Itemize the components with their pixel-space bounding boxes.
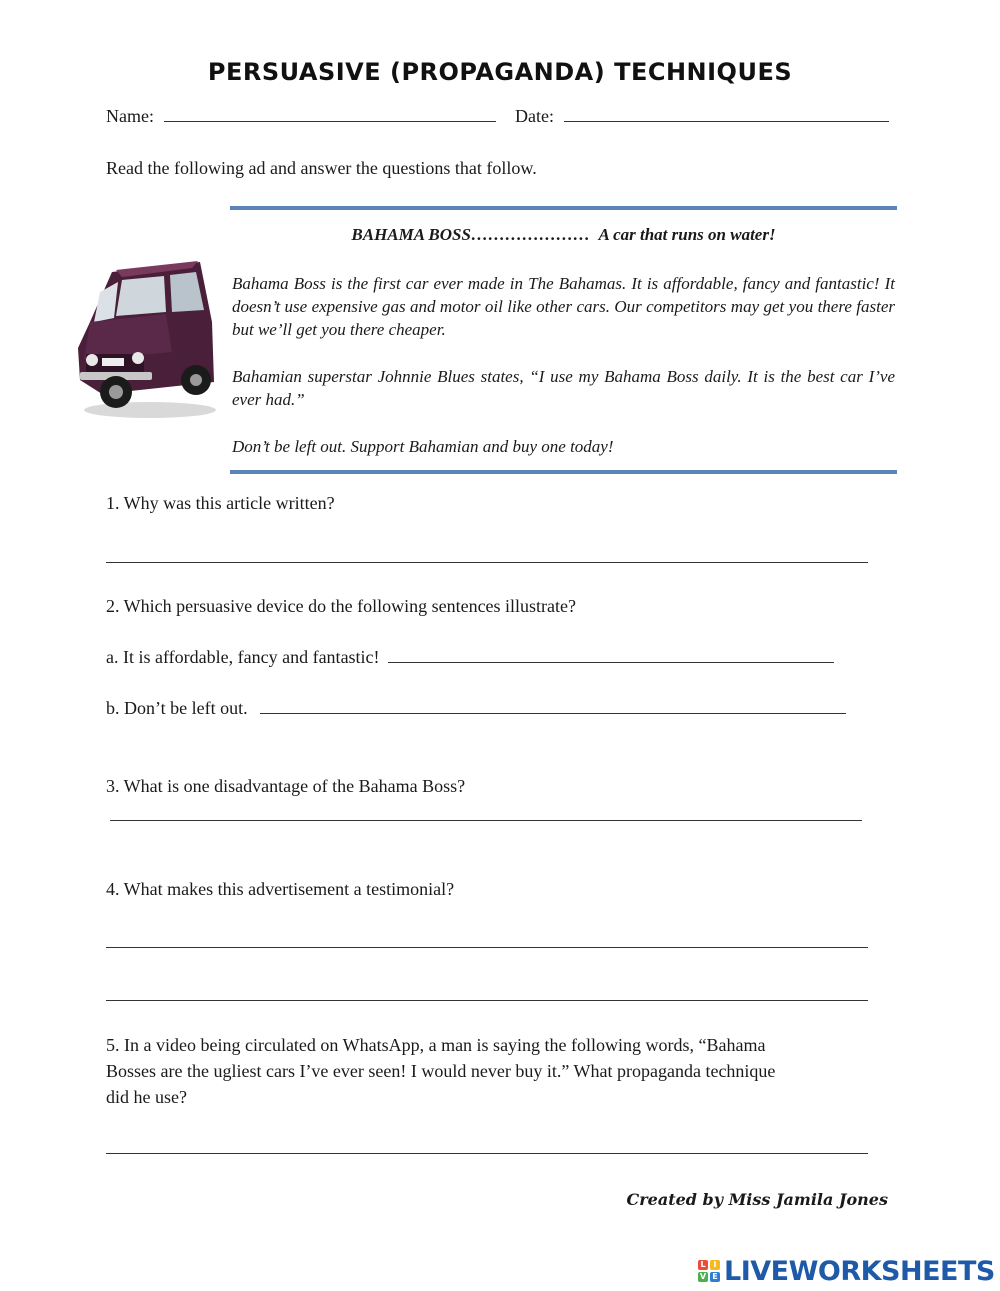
ad-slogan: A car that runs on water! — [598, 225, 776, 244]
ad-paragraph-1: Bahama Boss is the first car ever made in The Bahamas. It is affordable, fancy and fantastic! It doesn’t use expensive gas and motor oil like other cars. Our competitors may get you there faster but we’ll get you there cheaper. — [232, 274, 895, 339]
car-image — [72, 252, 222, 422]
question-5 — [106, 1032, 775, 1110]
question-2: 2. Which persuasive device do the following sentences illustrate? — [106, 596, 577, 616]
logo-tile-i: I — [710, 1260, 720, 1270]
ad-paragraph-2: Bahamian superstar Johnnie Blues states, “I use my Bahama Boss daily. It is the best car I’ve ever had.” — [232, 367, 895, 409]
name-field[interactable] — [164, 107, 496, 122]
ad-headline-dots: ………………… — [470, 225, 590, 244]
logo-tile-e: E — [710, 1272, 720, 1282]
ad-headline — [230, 225, 897, 245]
answer-line-1[interactable] — [106, 562, 868, 563]
name-date-row — [106, 105, 889, 127]
logo-wordmark: LIVEWORKSHEETS — [724, 1255, 995, 1287]
ad-paragraph-3: Don’t be left out. Support Bahamian and buy one today! — [232, 437, 614, 456]
ad-top-border — [230, 206, 897, 210]
date-label: Date: — [514, 106, 554, 126]
ad-bottom-border — [230, 470, 897, 474]
instructions: Read the following ad and answer the questions that follow. — [106, 158, 537, 178]
question-5-line-2: Bosses are the ugliest cars I’ve ever seen! I would never buy it.” What propaganda technique — [106, 1061, 776, 1081]
question-2b: b. Don’t be left out. — [106, 698, 248, 718]
answer-line-2a[interactable] — [388, 648, 834, 663]
answer-line-5[interactable] — [106, 1153, 868, 1154]
question-2a: a. It is affordable, fancy and fantastic! — [106, 647, 380, 667]
worksheet-title: PERSUASIVE (PROPAGANDA) TECHNIQUES — [207, 58, 793, 86]
liveworksheets-logo — [698, 1254, 998, 1288]
question-3: 3. What is one disadvantage of the Bahama Boss? — [106, 776, 466, 796]
date-field[interactable] — [564, 107, 889, 122]
answer-line-2b[interactable] — [260, 699, 846, 714]
question-1: 1. Why was this article written? — [106, 493, 335, 513]
name-label: Name: — [106, 106, 154, 126]
ad-product-name: BAHAMA BOSS — [351, 225, 471, 244]
answer-line-4a[interactable] — [106, 947, 868, 948]
answer-line-4b[interactable] — [106, 1000, 868, 1001]
answer-line-3[interactable] — [110, 820, 862, 821]
logo-tiles-icon — [698, 1260, 720, 1282]
question-5-line-1: 5. In a video being circulated on WhatsApp, a man is saying the following words, “Bahama — [106, 1035, 766, 1055]
question-4: 4. What makes this advertisement a testimonial? — [106, 879, 455, 899]
logo-tile-l: L — [698, 1260, 708, 1270]
logo-tile-v: V — [699, 1272, 707, 1281]
question-5-line-3: did he use? — [106, 1087, 187, 1107]
author-credit: Created by Miss Jamila Jones — [626, 1190, 888, 1209]
question-2a-row — [106, 646, 834, 668]
question-2b-row — [106, 697, 846, 719]
